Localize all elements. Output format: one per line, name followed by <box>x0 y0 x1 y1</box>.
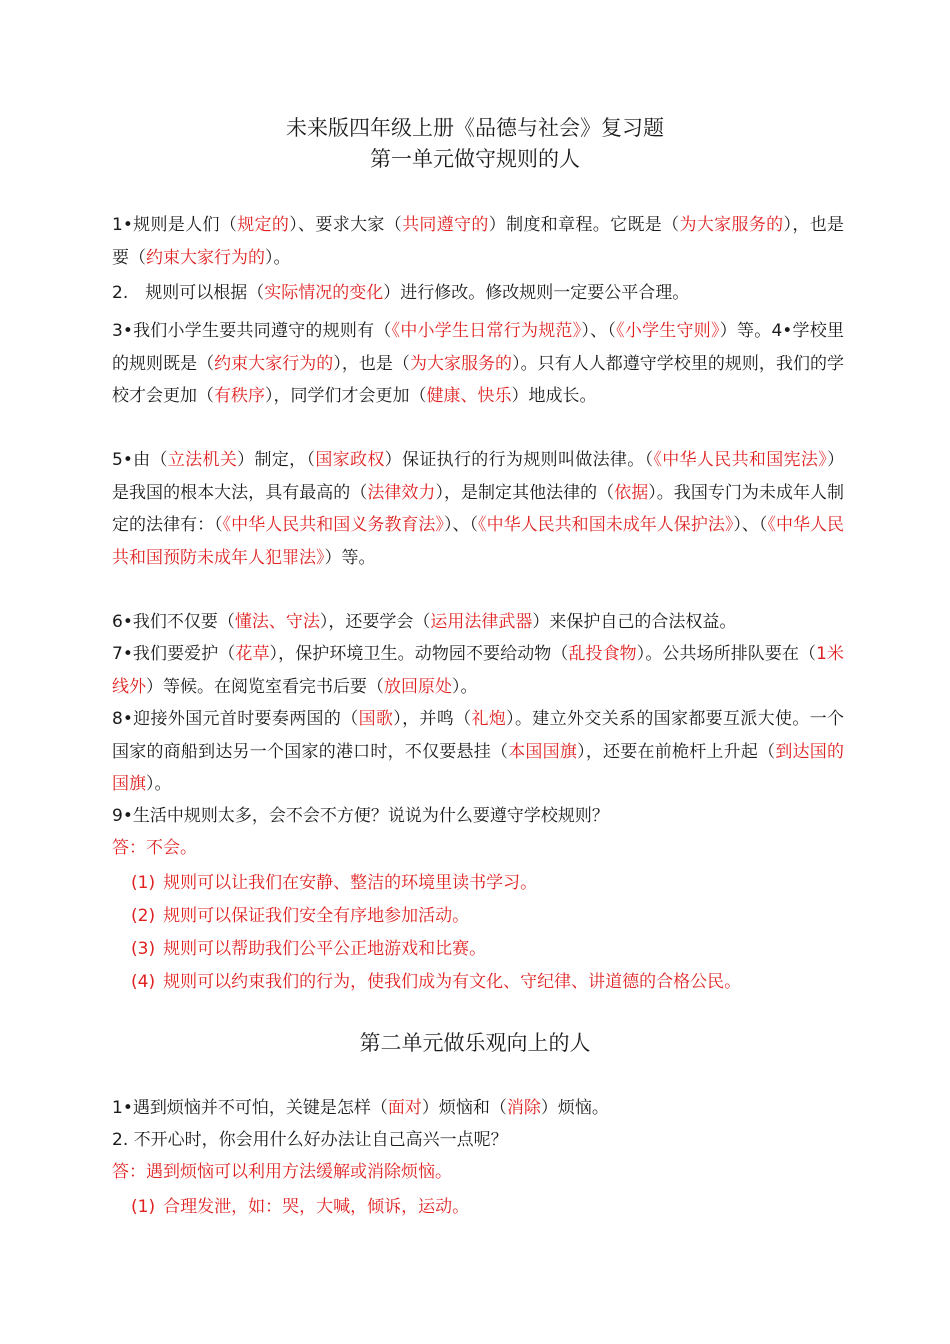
text: ）。公共场所排队要在（ <box>636 644 817 664</box>
answer-9-item-2 <box>131 900 846 932</box>
text: ），还要在前桅杆上升起（ <box>577 741 776 762</box>
text: 1•规则是人们（ <box>112 215 238 235</box>
text: ）进行修改。修改规则一定要公平合理。 <box>383 283 690 303</box>
text: 1•遇到烦恼并不可怕，关键是怎样（ <box>112 1098 388 1118</box>
answer: 运用法律武器 <box>430 612 533 632</box>
answer: 立法机关 <box>167 450 238 470</box>
text: ），也是（ <box>333 353 410 374</box>
answer: 《中华人民共和国宪法》 <box>653 450 828 470</box>
answer: 懂法、守法 <box>234 612 320 632</box>
text: 3•我们小学生要共同遵守的规则有（ <box>112 321 392 341</box>
question-5 <box>112 444 844 574</box>
text: 5•由（ <box>112 450 168 470</box>
unit1-title: 第一单元做守规则的人 <box>370 147 580 171</box>
unit2-answer-2: 答：遇到烦恼可以利用方法缓解或消除烦恼。 <box>112 1162 452 1182</box>
answer-9-item-1 <box>131 867 846 899</box>
text: ）、（ <box>581 321 617 341</box>
answer: 礼炮 <box>471 709 507 729</box>
text: ）烦恼。 <box>540 1098 609 1118</box>
answer: 规定的 <box>237 215 290 235</box>
question-9: 9•生活中规则太多，会不会不方便？说说为什么要遵守学校规则？ <box>112 806 609 826</box>
unit2-answer-2-item-1 <box>131 1191 846 1223</box>
item-text: 规则可以约束我们的行为，使我们成为有文化、守纪律、讲道德的合格公民。 <box>163 972 742 992</box>
text: ）。 <box>452 676 478 697</box>
answer: 《小学生守则》 <box>616 321 720 341</box>
answer: 面对 <box>387 1098 422 1118</box>
answer: 有秩序 <box>214 386 265 407</box>
text: 7•我们要爱护（ <box>112 644 236 664</box>
text: ）保证执行的行为规则叫做法律。（ <box>384 450 654 470</box>
answer: 依据 <box>614 482 649 503</box>
answer: 消除 <box>506 1098 541 1118</box>
item-number: (2) <box>131 906 156 926</box>
text: ）等。 <box>324 547 376 568</box>
text: ）、（ <box>733 515 768 536</box>
text: 6•我们不仅要（ <box>112 612 235 632</box>
question-7 <box>112 638 844 703</box>
answer: 健康、快乐 <box>426 386 512 407</box>
text: ）是我国的根本大法，具有最高的（ <box>112 450 845 503</box>
answer: 为大家服务的 <box>679 215 784 235</box>
text: 8•迎接外国元首时要奏两国的（ <box>112 709 359 729</box>
text: 2. 规则可以根据（ <box>112 283 265 303</box>
document-title: 未来版四年级上册《品德与社会》复习题 <box>286 116 664 140</box>
answer: 放回原处 <box>384 676 452 697</box>
item-number: (1) <box>131 873 156 893</box>
answer: 本国国旗 <box>508 741 578 762</box>
unit2-title: 第二单元做乐观向上的人 <box>359 1031 591 1055</box>
text: ）等。4•学校里的规则既是（ <box>112 321 844 374</box>
item-number: (1) <box>131 1197 156 1217</box>
question-6 <box>112 606 844 639</box>
text: ）。只有人人都遵守学校里的规则，我们的学校才会更加（ <box>112 353 845 407</box>
text: ），也是要（ <box>112 215 845 268</box>
text: ）。 <box>265 247 291 268</box>
text: ）烦恼和（ <box>421 1098 507 1118</box>
answer: 到达国的国旗 <box>112 741 845 795</box>
text: ）来保护自己的合法权益。 <box>532 612 737 632</box>
answer: 国歌 <box>358 709 394 729</box>
unit2-question-1 <box>112 1092 844 1125</box>
text: ）、（ <box>443 515 479 536</box>
answer: 《中华人民共和国预防未成年人犯罪法》 <box>112 515 845 568</box>
text: ），同学们才会更加（ <box>265 386 427 407</box>
text: ）。我国专门为未成年人制定的法律有：（ <box>112 482 845 536</box>
text: ），是制定其他法律的（ <box>435 482 615 503</box>
question-2 <box>112 277 844 310</box>
answer: 为大家服务的 <box>409 353 513 374</box>
answer: 《中华人民共和国未成年人保护法》 <box>478 515 734 536</box>
item-text: 规则可以让我们在安静、整洁的环境里读书学习。 <box>163 873 538 893</box>
text: ），还要学会（ <box>319 612 431 632</box>
text: ）。 <box>146 774 172 795</box>
item-text: 合理发泄，如：哭，大喊，倾诉，运动。 <box>163 1197 470 1217</box>
item-number: (4) <box>131 972 156 992</box>
text: ），并鸣（ <box>393 709 472 729</box>
answer-9: 答：不会。 <box>112 838 197 858</box>
answer-9-item-3 <box>131 933 846 965</box>
answer: 1米线外 <box>112 644 845 697</box>
question-1 <box>112 209 844 274</box>
answer: 乱投食物 <box>568 644 637 664</box>
answer-9-item-4 <box>131 966 846 998</box>
answer: 花草 <box>235 644 270 664</box>
text: ），保护环境卫生。动物园不要给动物（ <box>269 644 569 664</box>
answer: 约束大家行为的 <box>214 353 334 374</box>
answer: 法律效力 <box>367 482 436 503</box>
text: ）、要求大家（ <box>289 215 403 235</box>
question-8 <box>112 703 844 801</box>
item-text: 规则可以保证我们安全有序地参加活动。 <box>163 906 470 926</box>
item-text: 规则可以帮助我们公平公正地游戏和比赛。 <box>163 939 487 959</box>
text: ）地成长。 <box>511 386 597 407</box>
text: ）制度和章程。它既是（ <box>488 215 680 235</box>
text: ）。建立外交关系的国家都要互派大使。一个国家的商船到达另一个国家的港口时，不仅要悬挂（ <box>112 709 845 762</box>
unit2-question-2: 2. 不开心时，你会用什么好办法让自己高兴一点呢？ <box>112 1130 508 1150</box>
answer: 国家政权 <box>315 450 385 470</box>
answer: 实际情况的变化 <box>264 283 384 303</box>
text: ）等候。在阅览室看完书后要（ <box>146 676 384 697</box>
text: ）制定，（ <box>237 450 316 470</box>
answer: 《中小学生日常行为规范》 <box>391 321 582 341</box>
answer: 共同遵守的 <box>402 215 489 235</box>
question-3-4 <box>112 315 844 413</box>
answer: 约束大家行为的 <box>146 247 265 268</box>
item-number: (3) <box>131 939 156 959</box>
answer: 《中华人民共和国义务教育法》 <box>222 515 444 536</box>
